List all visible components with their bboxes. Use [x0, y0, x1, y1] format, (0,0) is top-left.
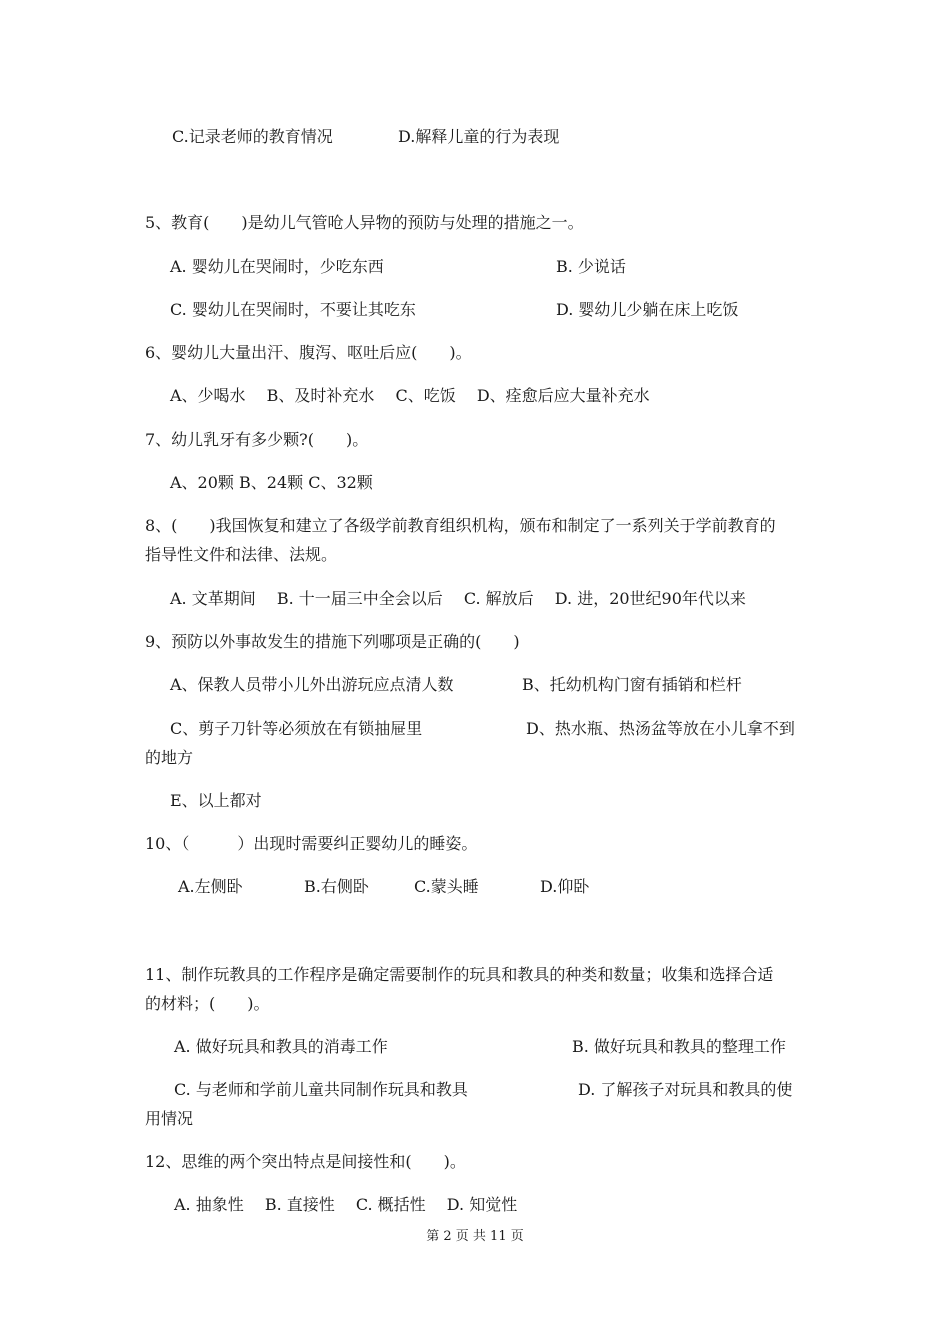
q11-option-a: A. 做好玩具和教具的消毒工作	[174, 1037, 388, 1056]
q9-option-e: E、以上都对	[170, 791, 262, 810]
q9-option-c: C、剪子刀针等必须放在有锁抽屉里	[170, 719, 423, 738]
q8-stem-line1: 8、( )我国恢复和建立了各级学前教育组织机构，颁布和制定了一系列关于学前教育的	[145, 516, 776, 535]
q5-option-b: B. 少说话	[556, 257, 626, 276]
q9-stem: 9、预防以外事故发生的措施下列哪项是正确的( )	[145, 632, 520, 651]
q5-stem: 5、教育( )是幼儿气管呛人异物的预防与处理的措施之一。	[145, 213, 584, 232]
q4-option-c: C.记录老师的教育情况	[172, 127, 333, 146]
q7-stem: 7、幼儿乳牙有多少颗?( )。	[145, 430, 369, 449]
q4-option-d: D.解释儿童的行为表现	[398, 127, 560, 146]
q8-stem-line2: 指导性文件和法律、法规。	[145, 545, 338, 564]
q12-options: A. 抽象性 B. 直接性 C. 概括性 D. 知觉性	[174, 1195, 518, 1214]
q9-option-b: B、托幼机构门窗有插销和栏杆	[522, 675, 742, 694]
q10-stem: 10、（ ）出现时需要纠正婴幼儿的睡姿。	[145, 834, 478, 853]
q9-option-d: D、热水瓶、热汤盆等放在小儿拿不到	[526, 719, 795, 738]
page-footer: 第 2 页 共 11 页	[426, 1229, 524, 1244]
q12-stem: 12、思维的两个突出特点是间接性和( )。	[145, 1152, 466, 1171]
q6-options: A、少喝水 B、及时补充水 C、吃饭 D、痊愈后应大量补充水	[170, 386, 650, 405]
q7-options: A、20颗 B、24颗 C、32颗	[170, 473, 373, 492]
q11-option-d-cont: 用情况	[145, 1109, 194, 1128]
q9-option-d-cont: 的地方	[145, 748, 194, 767]
q11-option-b: B. 做好玩具和教具的整理工作	[572, 1037, 786, 1056]
q11-option-d: D. 了解孩子对玩具和教具的使	[578, 1080, 793, 1099]
q6-stem: 6、婴幼儿大量出汗、腹泻、呕吐后应( )。	[145, 343, 472, 362]
q10-option-d: D.仰卧	[540, 877, 590, 896]
q11-stem-line1: 11、制作玩教具的工作程序是确定需要制作的玩具和教具的种类和数量；收集和选择合适	[145, 965, 774, 984]
q8-options: A. 文革期间 B. 十一届三中全会以后 C. 解放后 D. 进，20世纪90年代以来	[170, 589, 746, 608]
q5-option-a: A. 婴幼儿在哭闹时，少吃东西	[170, 257, 384, 276]
q11-stem-line2: 的材料；( )。	[145, 994, 270, 1013]
q10-option-b: B.右侧卧	[304, 877, 369, 896]
q5-option-c: C. 婴幼儿在哭闹时，不要让其吃东	[170, 300, 416, 319]
q9-option-a: A、保教人员带小儿外出游玩应点清人数	[170, 675, 454, 694]
q10-option-c: C.蒙头睡	[414, 877, 479, 896]
q11-option-c: C. 与老师和学前儿童共同制作玩具和教具	[174, 1080, 468, 1099]
q10-option-a: A.左侧卧	[178, 877, 243, 896]
q5-option-d: D. 婴幼儿少躺在床上吃饭	[556, 300, 739, 319]
